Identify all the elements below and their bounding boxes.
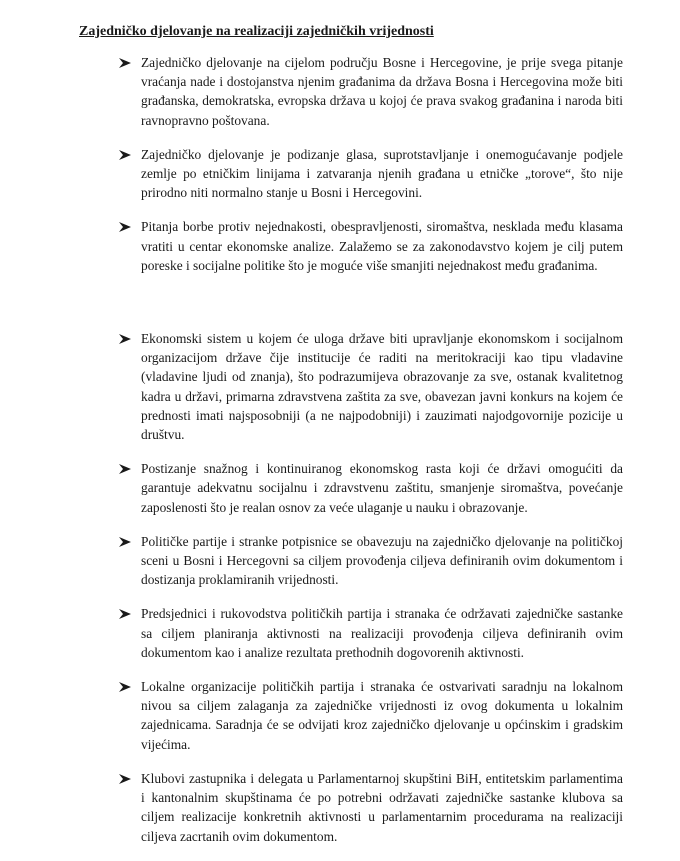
arrowhead-bullet-icon <box>119 774 131 784</box>
arrowhead-bullet-icon <box>119 150 131 160</box>
list-item-text: Zajedničko djelovanje je podizanje glasa, suprotstavljanje i onemogućavanje podjele zemlje po etničkim linijama i zatvaranja njenih građana u etničke „torove“, što nije prirodno niti normalno stanje u Bosni i Hercegovini. <box>141 146 623 201</box>
list-item <box>119 532 623 590</box>
list-item-text: Predsjednici i rukovodstva političkih partija i stranaka će održavati zajedničke sastanke sa ciljem planiranja aktivnosti na realizaciji provođenja ciljeva definiranih ovim dokumentom kao i analize rezultata prethodnih dogovorenih aktivnosti. <box>141 606 623 660</box>
list-item <box>119 769 623 846</box>
list-item-text: Pitanja borbe protiv nejednakosti, obespravljenosti, siromaštva, nesklada među klasama vratiti u centar ekonomske analize. Zalažemo se za zakonodavstvo kojem je cilj putem poreske i socijalne politike što je moguće više smanjiti nejednakost među građanima. <box>141 219 623 273</box>
list-item-text: Političke partije i stranke potpisnice se obavezuju na zajedničko djelovanje na političkoj sceni u Bosni i Hercegovni sa ciljem provođenja ciljeva definiranih ovim dokumentom i dostizanja proklamiranih vrijednosti. <box>141 533 623 588</box>
list-item-text: Postizanje snažnog i kontinuiranog ekonomskog rasta koji će državi omogućiti da garantuje adekvatnu socijalnu i zdravstvenu zaštitu, smanjenje siromaštva, povećanje zaposlenosti što je realan osnov za veće ulaganje u nauku i obrazovanje. <box>141 461 623 515</box>
list-item <box>119 217 623 275</box>
list-item-text: Klubovi zastupnika i delegata u Parlamentarnoj skupštini BiH, entitetskim parlamentima i kantonalnim skupštinama će po potrebni održavati zajedničke sastanke klubova sa ciljem realizacije konkretnih aktivnosti u parlamentarnim procedurama na realizaciji ciljeva zacrtanih ovim dokumentom. <box>141 770 623 844</box>
list-item <box>119 145 623 203</box>
arrowhead-bullet-icon <box>119 334 131 344</box>
list-item-text: Zajedničko djelovanje na cijelom području Bosne i Hercegovine, je prije svega pitanje vraćanja nade i dostojanstva njenim građanima da država Bosna i Hercegovina može biti građanska, demokratska, evropska država u kojoj će prava svakog građanina i naroda biti ravnopravno poštovana. <box>141 55 623 128</box>
arrowhead-bullet-icon <box>119 609 131 619</box>
arrowhead-bullet-icon <box>119 222 131 232</box>
list-item-text: Ekonomski sistem u kojem će uloga države biti upravljanje ekonomskom i socijalnom organizacijom države čije institucije će raditi na meritokraciji kao tipu vladavine (vladavine ljudi od znanja), što podrazumijeva obrazovanje za sve, ostanak kvalitetnog kadra u državi, primarna zdravstvena zaštita za sve, obavezan javni konkurs na kojem će prednosti imati najsposobniji (a ne najpodobniji) i zauzimati najodgovornije pozicije u društvu. <box>141 331 623 443</box>
section-heading: Zajedničko djelovanje na realizaciji zajedničkih vrijednosti <box>79 24 434 39</box>
list-item <box>119 604 623 662</box>
list-item-text: Lokalne organizacije političkih partija i stranaka će ostvarivati saradnju na lokalnom nivou sa ciljem zalaganja za zajedničke vrijednosti iz ovog dokumenta u lokalnim zajednicama. Saradnja će se odvijati kroz zajedničko djelovanje u općinskim i gradskim vijećima. <box>141 679 623 752</box>
list-item <box>119 677 623 754</box>
arrowhead-bullet-icon <box>119 537 131 547</box>
list-item <box>119 459 623 517</box>
arrowhead-bullet-icon <box>119 58 131 68</box>
arrowhead-bullet-icon <box>119 464 131 474</box>
bullet-list <box>119 53 623 861</box>
list-item <box>119 329 623 444</box>
arrowhead-bullet-icon <box>119 682 131 692</box>
list-item <box>119 53 623 130</box>
